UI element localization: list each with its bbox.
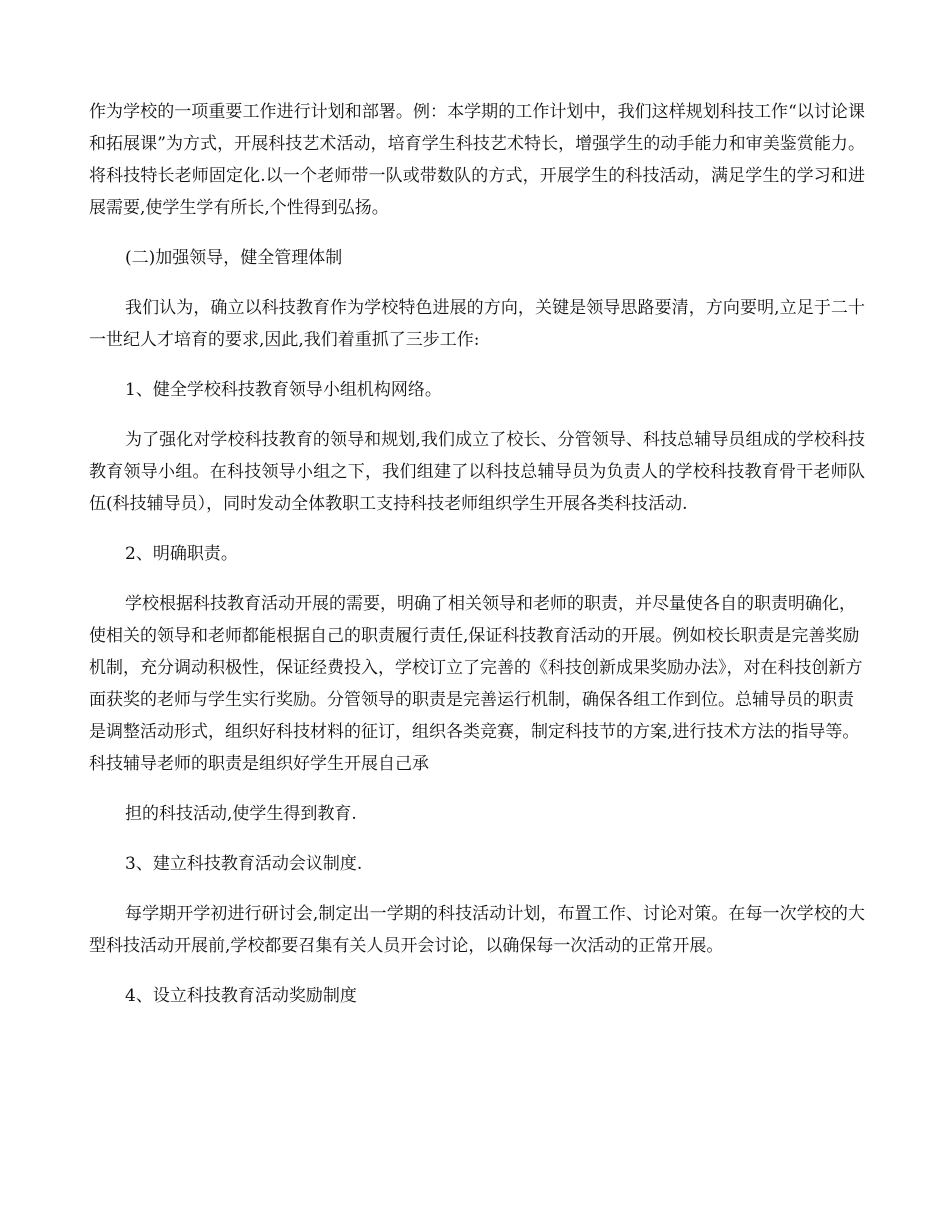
paragraph-responsibilities: 学校根据科技教育活动开展的需要，明确了相关领导和老师的职责，并尽量使各自的职责明确化，使相关的领导和老师都能根据自己的职责履行责任,保证科技教育活动的开展。例如校长职责是完善奖励机制，充分调动积极性，保证经费投入，学校订立了完善的《科技创新成果奖励办法》，对在科技创新方面获奖的老师与学生实行奖励。分管领导的职责是完善运行机制，确保各组工作到位。总辅导员的职责是调整活动形式，组织好科技材料的征订，组织各类竞赛，制定科技节的方案,进行技术方法的指导等。科技辅导老师的职责是组织好学生开展自己承 <box>89 594 863 774</box>
document-page <box>89 96 865 1030</box>
section-heading-leadership: (二)加强领导，健全管理体制 <box>125 248 343 268</box>
item-heading-4: 4、设立科技教育活动奖励制度 <box>125 986 357 1006</box>
paragraph-responsibilities-continued: 担的科技活动,使学生得到教育. <box>125 804 357 824</box>
item-heading-1: 1、健全学校科技教育领导小组机构网络。 <box>125 380 442 400</box>
paragraph-direction: 我们认为，确立以科技教育作为学校特色进展的方向，关键是领导思路要清，方向要明,立足于二十一世纪人才培育的要求,因此,我们着重抓了三步工作: <box>89 298 865 350</box>
item-heading-3: 3、建立科技教育活动会议制度. <box>125 854 363 874</box>
paragraph-leadership-group: 为了强化对学校科技教育的领导和规划,我们成立了校长、分管领导、科技总辅导员组成的学校科技教育领导小组。在科技领导小组之下，我们组建了以科技总辅导员为负责人的学校科技教育骨干老师队伍(科技辅导员），同时发动全体教职工支持科技老师组织学生开展各类科技活动. <box>89 430 865 514</box>
paragraph-meetings: 每学期开学初进行研讨会,制定出一学期的科技活动计划，布置工作、讨论对策。在每一次学校的大型科技活动开展前,学校都要召集有关人员开会讨论，以确保每一次活动的正常开展。 <box>89 904 865 956</box>
item-heading-2: 2、明确职责。 <box>125 544 238 564</box>
paragraph-plan-intro: 作为学校的一项重要工作进行计划和部署。例：本学期的工作计划中，我们这样规划科技工作“以讨论课和拓展课”为方式，开展科技艺术活动，培育学生科技艺术特长，增强学生的动手能力和审美鉴赏能力。将科技特长老师固定化.以一个老师带一队或带数队的方式，开展学生的科技活动，满足学生的学习和进展需要,使学生学有所长,个性得到弘扬。 <box>89 102 865 218</box>
